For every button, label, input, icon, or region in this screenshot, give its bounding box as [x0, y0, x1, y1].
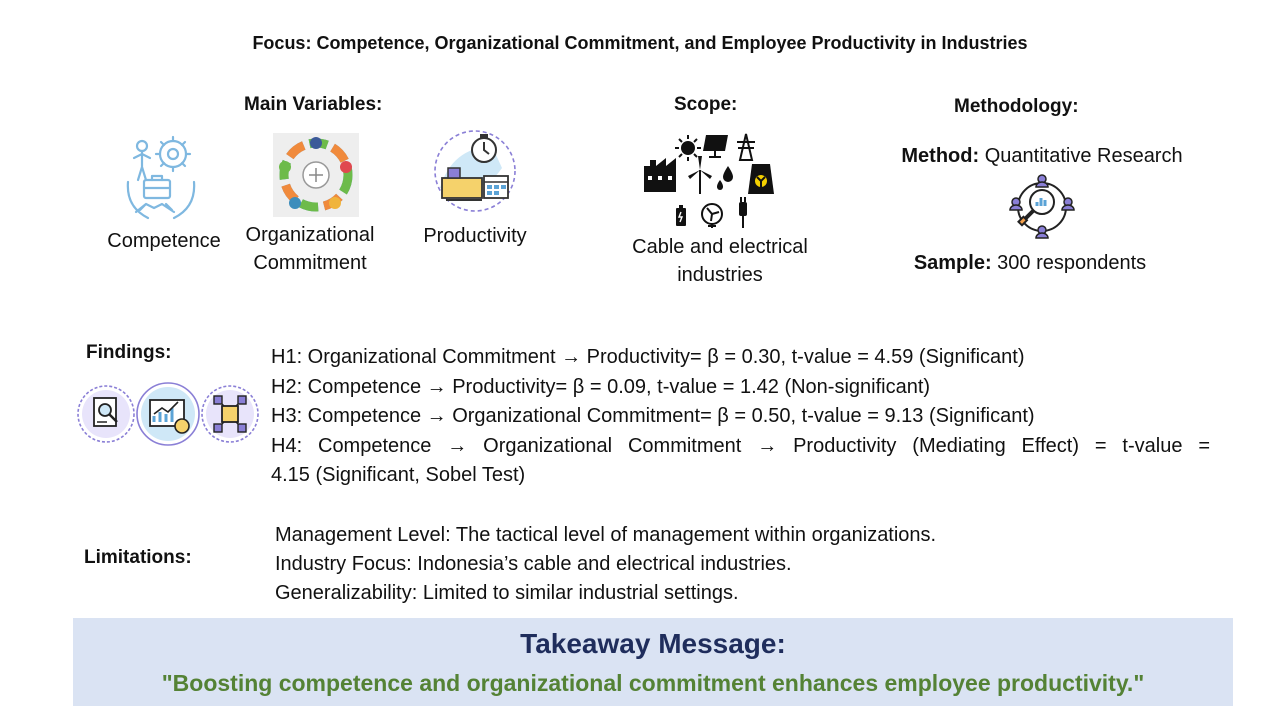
- limitations-heading: Limitations:: [84, 547, 192, 568]
- process-flow-icon: [202, 386, 258, 442]
- industry-energy-icons: [642, 130, 784, 232]
- commitment-label-line1: Organizational: [245, 224, 375, 246]
- sample-key: Sample:: [913, 252, 992, 274]
- finding-h2: H2: Competence → Productivity= β = 0.09, t-value = 1.42 (Non-significant): [271, 375, 931, 398]
- limitation-industry-focus: Industry Focus: Indonesia’s cable and electrical industries.: [275, 553, 792, 575]
- finding-h3: H3: Competence → Organizational Commitment= β = 0.50, t-value = 9.13 (Significant): [271, 405, 1035, 427]
- method-key: Method:: [901, 145, 980, 167]
- commitment-label-line2: Commitment: [253, 252, 367, 274]
- sample-value: 300 respondents: [991, 252, 1147, 274]
- takeaway-box: [73, 618, 1233, 706]
- commitment-label: [236, 221, 384, 277]
- takeaway-heading: Takeaway Message:: [520, 628, 786, 659]
- methodology-heading: Methodology:: [954, 96, 1079, 117]
- chart-analysis-icon: [137, 383, 199, 445]
- findings-list: [271, 343, 1210, 491]
- productivity-label: Productivity: [423, 225, 527, 247]
- method-value: Quantitative Research: [979, 145, 1183, 167]
- limitations-list: [275, 521, 936, 608]
- finding-h4-continued: 4.15 (Significant, Sobel Test): [271, 464, 526, 486]
- page-title: Focus: Competence, Organizational Commitment, and Employee Productivity in Industries: [252, 33, 1028, 53]
- takeaway-quote: "Boosting competence and organizational commitment enhances employee productivity.": [161, 670, 1145, 696]
- method-line: [880, 145, 1204, 168]
- scope-label: [600, 233, 840, 289]
- scope-label-line2: industries: [677, 264, 763, 286]
- finding-h4: H4: Competence → Organizational Commitment → Productivity (Mediating Effect) = t-value =: [271, 434, 1210, 457]
- findings-icons: [76, 380, 260, 448]
- document-search-icon: [78, 386, 134, 442]
- scope-label-line1: Cable and electrical: [632, 236, 808, 258]
- analysis-network-icon: [1007, 172, 1077, 242]
- main-variables-heading: Main Variables:: [244, 94, 383, 115]
- competence-label: Competence: [107, 230, 221, 252]
- limitation-management-level: Management Level: The tactical level of management within organizations.: [275, 524, 937, 546]
- competence-icon: [118, 132, 204, 222]
- scope-heading: Scope:: [674, 94, 738, 115]
- productivity-icon: [432, 128, 518, 214]
- findings-heading: Findings:: [86, 342, 172, 363]
- commitment-circle-icon: [273, 133, 359, 217]
- limitation-generalizability: Generalizability: Limited to similar industrial settings.: [275, 582, 739, 604]
- sample-line: [880, 252, 1180, 275]
- finding-h1: H1: Organizational Commitment → Productivity= β = 0.30, t-value = 4.59 (Significant): [271, 346, 1025, 368]
